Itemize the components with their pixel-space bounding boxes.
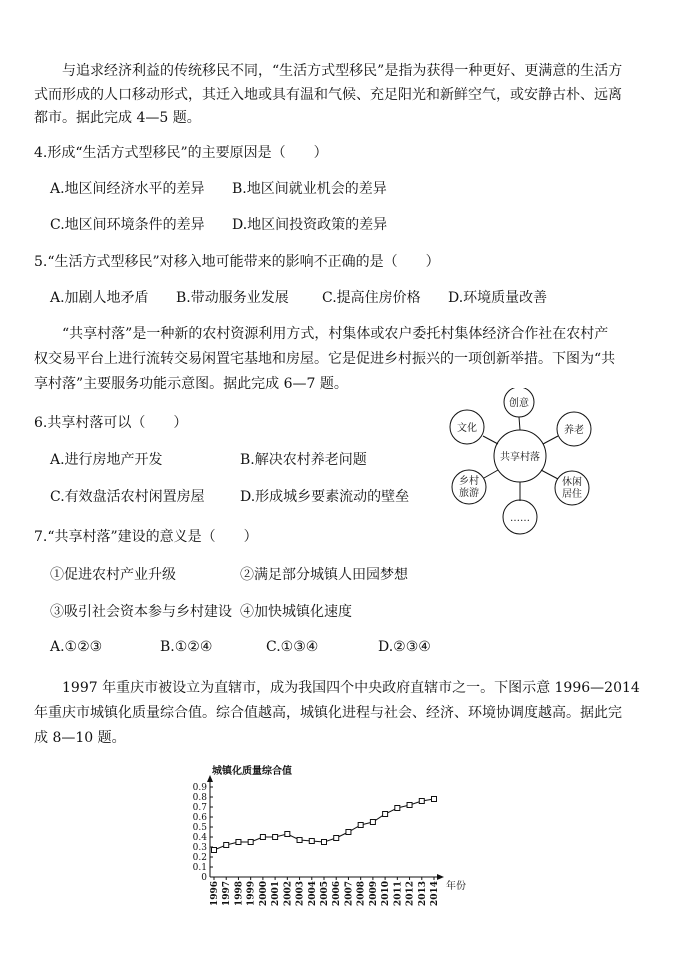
y-tick-label-5: 0.5 <box>192 823 207 833</box>
q7-option-c: C.①③④ <box>266 639 319 655</box>
chart-y-axis-label: 城镇化质量综合值 <box>212 766 292 777</box>
x-axis-arrow <box>437 874 444 880</box>
x-tick-label-6: 2002 <box>283 881 294 907</box>
x-tick-label-3: 1999 <box>246 881 257 907</box>
passage1-line1: 与追求经济利益的传统移民不同，“生活方式型移民”是指为获得一种更好、更满意的生活方 <box>62 63 623 79</box>
data-point-2008 <box>358 823 363 828</box>
y-tick-label-6: 0.6 <box>192 813 207 823</box>
data-point-2009 <box>370 820 375 825</box>
data-point-2006 <box>334 836 339 841</box>
x-tick-label-15: 2011 <box>393 881 404 907</box>
q4-option-c: C.地区间环境条件的差异 <box>50 217 205 233</box>
q7-option-b: B.①②④ <box>160 639 213 655</box>
q6-option-c: C.有效盘活农村闲置房屋 <box>50 489 205 505</box>
x-tick-label-14: 2010 <box>381 881 392 907</box>
data-point-2007 <box>346 830 351 835</box>
y-tick-label-2: 0.2 <box>192 853 207 863</box>
chart-x-axis-label: 年份 <box>446 881 466 892</box>
q7-statement-2: ②满足部分城镇人田园梦想 <box>240 567 408 583</box>
x-tick-label-12: 2008 <box>356 881 367 907</box>
data-point-2012 <box>407 803 412 808</box>
diagram-center-label: 共享村落 <box>500 452 540 463</box>
y-tick-label-8: 0.8 <box>192 793 207 803</box>
q6-option-b: B.解决农村养老问题 <box>240 452 367 468</box>
q6-stem: 6.共享村落可以（ ） <box>34 415 188 431</box>
y-tick-label-0: 0 <box>201 873 207 883</box>
data-point-2004 <box>309 839 314 844</box>
q5-option-b: B.带动服务业发展 <box>176 290 289 306</box>
x-tick-label-13: 2009 <box>368 881 379 907</box>
passage3-line3: 成 8—10 题。 <box>34 730 126 746</box>
x-tick-label-0: 1996 <box>210 881 220 907</box>
passage3-line1: 1997 年重庆市被设立为直辖市，成为我国四个中央政府直辖市之一。下图示意 1996—2014 <box>62 680 640 696</box>
q7-option-d: D.②③④ <box>378 639 431 655</box>
diagram-node-wenhua: 文化 <box>457 423 477 434</box>
x-tick-label-17: 2013 <box>417 881 428 907</box>
diagram-node-yanglao: 养老 <box>564 425 584 436</box>
data-point-2013 <box>419 799 424 804</box>
data-point-2014 <box>432 797 437 802</box>
data-point-2001 <box>273 835 278 840</box>
x-tick-label-5: 2001 <box>271 881 282 907</box>
diagram-node-xiuxian-line2: 居住 <box>562 489 582 500</box>
urbanization-quality-chart <box>180 760 500 960</box>
chart-axes <box>207 775 444 880</box>
data-point-2003 <box>297 838 302 843</box>
x-tick-label-1: 1997 <box>222 881 233 907</box>
q7-statement-4: ④加快城镇化速度 <box>240 604 352 620</box>
passage2-line1: “共享村落”是一种新的农村资源利用方式，村集体或农户委托村集体经济合作社在农村产 <box>62 326 609 342</box>
chart-markers <box>212 797 437 853</box>
q7-statement-3: ③吸引社会资本参与乡村建设 <box>50 604 232 620</box>
x-tick-label-10: 2006 <box>332 881 343 907</box>
diagram-node-chuangyi: 创意 <box>509 398 529 409</box>
data-point-2002 <box>285 832 290 837</box>
x-tick-label-9: 2005 <box>320 881 330 907</box>
q7-stem: 7.“共享村落”建设的意义是（ ） <box>34 529 258 545</box>
data-point-1997 <box>224 843 229 848</box>
passage1-line3: 都市。据此完成 4—5 题。 <box>34 110 201 126</box>
data-point-2010 <box>383 812 388 817</box>
x-tick-label-7: 2003 <box>295 881 306 907</box>
y-tick-label-4: 0.4 <box>192 833 207 843</box>
q5-option-d: D.环境质量改善 <box>448 290 548 306</box>
shared-village-diagram <box>440 388 600 536</box>
q4-stem: 4.形成“生活方式型移民”的主要原因是（ ） <box>34 145 328 161</box>
x-tick-label-4: 2000 <box>258 881 269 907</box>
passage2-line3: 享村落”主要服务功能示意图。据此完成 6—7 题。 <box>34 376 348 392</box>
diagram-node-xiangcun-line2: 旅游 <box>459 488 479 499</box>
q6-option-a: A.进行房地产开发 <box>50 452 163 468</box>
diagram-node-xiangcun-line1: 乡村 <box>459 476 479 487</box>
y-tick-label-1: 0.1 <box>192 863 207 873</box>
data-point-1999 <box>248 840 253 845</box>
y-tick-label-7: 0.7 <box>192 803 207 813</box>
q5-stem: 5.“生活方式型移民”对移入地可能带来的影响不正确的是（ ） <box>34 254 440 270</box>
y-tick-label-9: 0.9 <box>192 783 207 793</box>
x-tick-label-2: 1998 <box>234 881 245 907</box>
passage2-line2: 权交易平台上进行流转交易闲置宅基地和房屋。它是促进乡村振兴的一项创新举措。下图为“共 <box>34 351 616 367</box>
data-point-2000 <box>260 835 265 840</box>
q7-statement-1: ①促进农村产业升级 <box>50 567 176 583</box>
x-tick-label-18: 2014 <box>430 881 440 907</box>
x-tick-label-11: 2007 <box>344 881 355 907</box>
q7-option-a: A.①②③ <box>50 639 103 655</box>
data-point-2011 <box>395 806 400 811</box>
data-point-1996 <box>212 848 217 853</box>
x-tick-label-16: 2012 <box>405 881 416 907</box>
q4-option-b: B.地区间就业机会的差异 <box>232 181 387 197</box>
q4-option-d: D.地区间投资政策的差异 <box>232 217 388 233</box>
passage1-line2: 式而形成的人口移动形式，其迁入地或具有温和气候、充足阳光和新鲜空气，或安静古朴、远离 <box>34 87 622 103</box>
q5-option-c: C.提高住房价格 <box>322 290 421 306</box>
y-tick-label-3: 0.3 <box>192 843 207 853</box>
x-tick-label-8: 2004 <box>307 881 318 907</box>
diagram-node-ellipsis: …… <box>510 513 530 524</box>
q4-option-a: A.地区间经济水平的差异 <box>50 181 205 197</box>
data-point-2005 <box>322 840 327 845</box>
q6-option-d: D.形成城乡要素流动的壁垒 <box>240 489 410 505</box>
data-point-1998 <box>236 840 241 845</box>
diagram-node-xiuxian-line1: 休闲 <box>562 477 582 488</box>
q5-option-a: A.加剧人地矛盾 <box>50 290 149 306</box>
passage3-line2: 年重庆市城镇化质量综合值。综合值越高，城镇化进程与社会、经济、环境协调度越高。据此完 <box>34 705 622 721</box>
